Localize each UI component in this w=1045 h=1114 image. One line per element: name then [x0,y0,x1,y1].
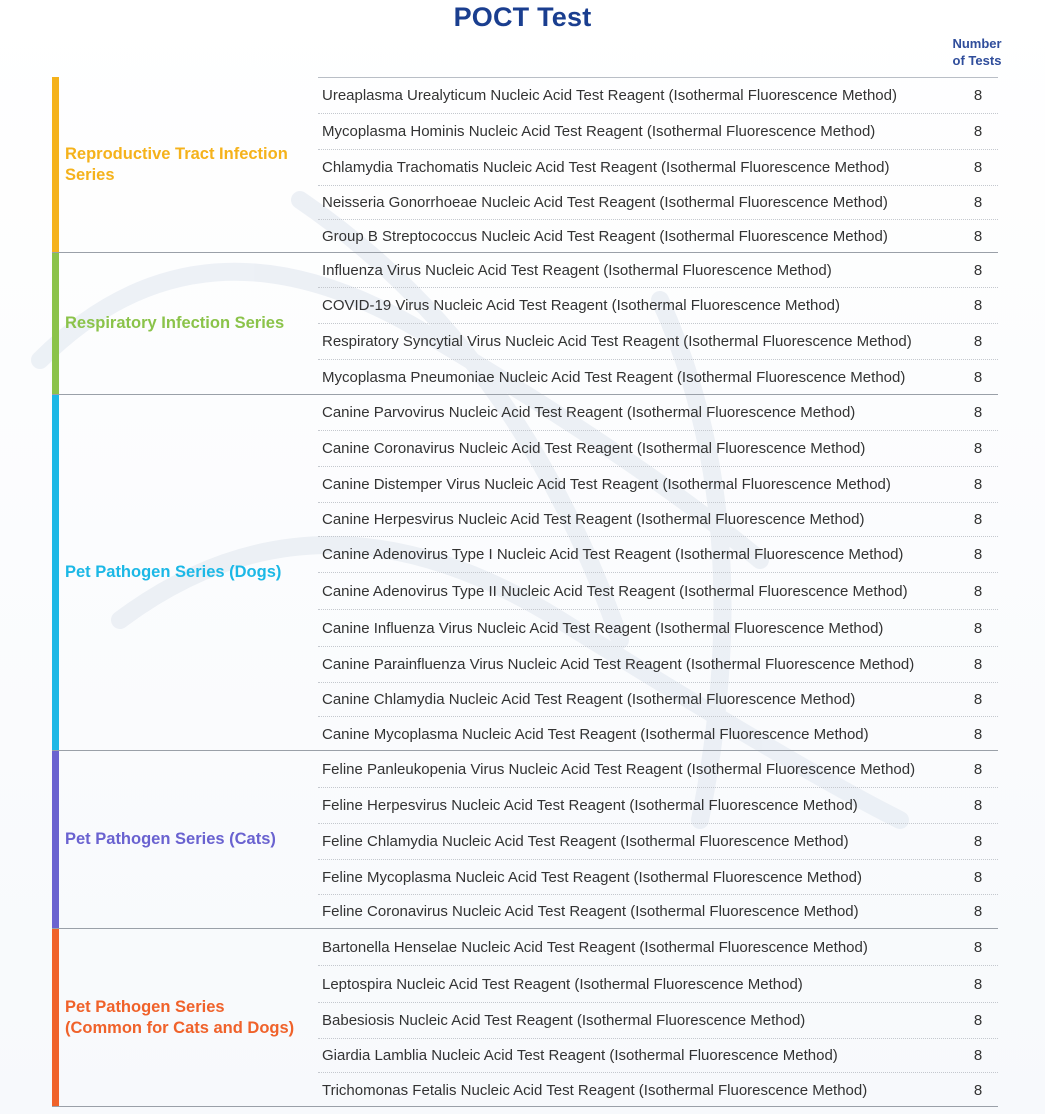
test-count: 8 [973,476,983,493]
test-name: Feline Panleukopenia Virus Nucleic Acid Test Reagent (Isothermal Fluorescence Method) [322,760,916,778]
series-name [59,253,318,394]
test-name: Feline Coronavirus Nucleic Acid Test Reagent (Isothermal Fluorescence Method) [322,903,859,920]
test-count: 8 [973,546,983,563]
series-name [59,77,318,252]
table-row [318,220,998,253]
test-name: Canine Parvovirus Nucleic Acid Test Reagent (Isothermal Fluorescence Method) [322,404,856,421]
series-rows [318,253,998,394]
test-name: Influenza Virus Nucleic Acid Test Reagent (Isothermal Fluorescence Method) [322,261,832,279]
test-name: Canine Adenovirus Type I Nucleic Acid Test Reagent (Isothermal Fluorescence Method) [322,546,904,563]
series-name [59,929,318,1106]
table-row [318,150,998,186]
test-name: Trichomonas Fetalis Nucleic Acid Test Reagent (Isothermal Fluorescence Method) [322,1081,868,1099]
series-name-line: Series [65,165,115,184]
test-count: 8 [973,938,983,956]
test-count: 8 [973,404,983,421]
table-row [318,186,998,220]
table-row [318,253,998,288]
test-count: 8 [973,656,983,673]
series-color-bar [52,395,59,750]
test-name: Canine Herpesvirus Nucleic Acid Test Reagent (Isothermal Fluorescence Method) [322,511,865,528]
page-title: POCT Test [453,2,592,32]
column-header-line: of Tests [952,53,1002,68]
test-name: Group B Streptococcus Nucleic Acid Test Reagent (Isothermal Fluorescence Method) [322,228,888,245]
test-name: Bartonella Henselae Nucleic Acid Test Reagent (Isothermal Fluorescence Method) [322,938,868,956]
series-rows [318,929,998,1106]
test-count: 8 [973,87,983,104]
test-name: Canine Influenza Virus Nucleic Acid Test Reagent (Isothermal Fluorescence Method) [322,619,884,637]
test-name: Feline Mycoplasma Nucleic Acid Test Reagent (Isothermal Fluorescence Method) [322,868,862,886]
series-color-bar [52,929,59,1106]
test-count: 8 [973,368,983,386]
test-count: 8 [973,297,983,314]
series-group-cats [52,751,998,929]
table-row [318,431,998,467]
series-color-bar [52,77,59,252]
test-count: 8 [973,228,983,245]
table-row [318,573,998,610]
table-row [318,788,998,824]
test-count: 8 [973,760,983,778]
series-group-dogs [52,395,998,751]
series-group-cats-and-dogs [52,929,998,1107]
series-name-line: Reproductive Tract Infection [65,144,288,163]
table-row [318,1073,998,1107]
test-name: Ureaplasma Urealyticum Nucleic Acid Test Reagent (Isothermal Fluorescence Method) [322,87,897,104]
test-name: COVID-19 Virus Nucleic Acid Test Reagent (Isothermal Fluorescence Method) [322,297,841,314]
series-name-line: Respiratory Infection Series [65,314,285,332]
table-row [318,324,998,360]
table-row [318,824,998,860]
test-count: 8 [973,619,983,637]
series-name-line: Pet Pathogen Series (Dogs) [65,563,282,581]
test-name: Mycoplasma Pneumoniae Nucleic Acid Test Reagent (Isothermal Fluorescence Method) [322,368,906,386]
series-group-reproductive [52,77,998,253]
series-color-bar [52,253,59,394]
test-count: 8 [973,833,983,850]
test-count: 8 [973,868,983,886]
table-row [318,683,998,717]
test-count: 8 [973,975,983,993]
test-name: Leptospira Nucleic Acid Test Reagent (Isothermal Fluorescence Method) [322,975,803,993]
series-name-line: Pet Pathogen Series [65,997,225,1016]
test-count: 8 [973,440,983,457]
test-count: 8 [973,1047,983,1064]
test-count: 8 [973,261,983,279]
table-row [318,1039,998,1073]
test-name: Canine Distemper Virus Nucleic Acid Test Reagent (Isothermal Fluorescence Method) [322,476,891,493]
test-count: 8 [973,511,983,528]
table-row [318,610,998,647]
test-name: Respiratory Syncytial Virus Nucleic Acid Test Reagent (Isothermal Fluorescence Method) [322,333,912,350]
test-count: 8 [973,159,983,176]
table-row [318,395,998,431]
column-header-number-of-tests [942,35,1012,69]
table-row [318,1003,998,1039]
test-count: 8 [973,1081,983,1099]
table-row [318,78,998,114]
test-name: Canine Mycoplasma Nucleic Acid Test Reagent (Isothermal Fluorescence Method) [322,725,869,743]
table-row [318,288,998,324]
table-row [318,360,998,394]
test-name: Canine Adenovirus Type II Nucleic Acid Test Reagent (Isothermal Fluorescence Method) [322,582,908,600]
table-row [318,966,998,1003]
test-count: 8 [973,333,983,350]
test-count: 8 [973,725,983,743]
table-row [318,503,998,537]
test-name: Mycoplasma Hominis Nucleic Acid Test Reagent (Isothermal Fluorescence Method) [322,123,876,140]
test-count: 8 [973,123,983,140]
series-rows [318,77,998,252]
series-name [59,395,318,750]
test-count: 8 [973,903,983,920]
table-row [318,717,998,751]
test-count: 8 [973,1012,983,1029]
table-row [318,929,998,966]
test-count: 8 [973,582,983,600]
test-name: Canine Chlamydia Nucleic Acid Test Reagent (Isothermal Fluorescence Method) [322,691,856,708]
table-row [318,751,998,788]
table-row [318,647,998,683]
test-table [52,77,998,1107]
column-header-line: Number [952,36,1002,51]
test-name: Feline Herpesvirus Nucleic Acid Test Reagent (Isothermal Fluorescence Method) [322,797,858,814]
table-row [318,537,998,573]
series-name-line: (Common for Cats and Dogs) [65,1018,295,1037]
test-count: 8 [973,194,983,211]
test-name: Giardia Lamblia Nucleic Acid Test Reagent (Isothermal Fluorescence Method) [322,1047,838,1064]
series-color-bar [52,751,59,928]
test-count: 8 [973,691,983,708]
table-row [318,467,998,503]
series-rows [318,751,998,928]
test-name: Neisseria Gonorrhoeae Nucleic Acid Test Reagent (Isothermal Fluorescence Method) [322,194,888,211]
test-name: Canine Parainfluenza Virus Nucleic Acid Test Reagent (Isothermal Fluorescence Method) [322,656,915,673]
test-name: Canine Coronavirus Nucleic Acid Test Reagent (Isothermal Fluorescence Method) [322,440,866,457]
series-name-line: Pet Pathogen Series (Cats) [65,830,276,848]
series-rows [318,395,998,750]
series-group-respiratory [52,253,998,395]
table-row [318,895,998,928]
test-name: Chlamydia Trachomatis Nucleic Acid Test Reagent (Isothermal Fluorescence Method) [322,159,890,176]
test-count: 8 [973,797,983,814]
table-row [318,114,998,150]
table-row [318,860,998,895]
test-name: Babesiosis Nucleic Acid Test Reagent (Isothermal Fluorescence Method) [322,1012,806,1029]
series-name [59,751,318,928]
test-name: Feline Chlamydia Nucleic Acid Test Reagent (Isothermal Fluorescence Method) [322,833,849,850]
